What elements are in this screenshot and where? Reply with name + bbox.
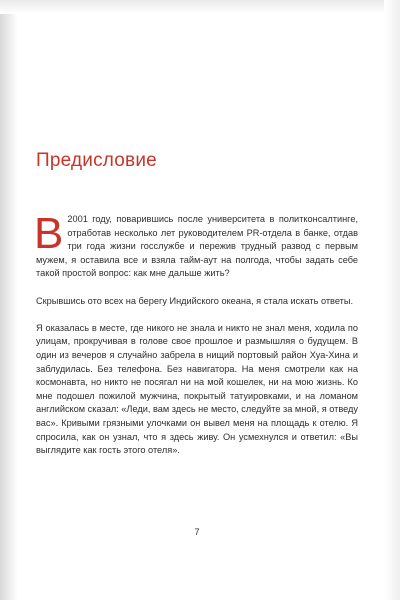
- chapter-body: [34, 209, 358, 471]
- paragraph-1-text: 2001 году, поварившись после университета в политконсалтинге, отработав несколько лет руководителем PR-отдела в банке, отдав три года жизни госслужбе и пережив трудный развод с первым мужем, я оставила все и взяла тайм-аут на полгода, чтобы задать себе такой простой вопрос: как мне дальше жить?: [36, 214, 358, 279]
- paragraph-3: Я оказалась в месте, где никого не знала и никто не знал меня, ходила по улицам, прокручивая в голове свое прошлое и размышляя о будущем. В один из вечеров я случайно забрела в нищий портовый район Хуа-Хина и заблудилась. Без телефона. Без навигатора. На меня смотрели как на космонавта, но никто не посягал ни на мой кошелек, ни на мою жизнь. Ко мне подошел пожилой мужчина, покрытый татуировками, и на ломаном английском сказал: «Леди, вам здесь не место, следуйте за мной, я отведу вас». Кривыми грязными улочками он вывел меня на площадь к отелю. Я спросила, как он узнал, что я здесь живу. Он усмехнулся и ответил: «Вы выглядите как гость этого отеля».: [36, 322, 358, 456]
- page-edge-shadow: [384, 0, 400, 600]
- drop-cap: В: [34, 209, 64, 258]
- page-number: 7: [194, 527, 200, 537]
- page-content: [36, 0, 358, 600]
- chapter-title: Предисловие: [36, 150, 157, 171]
- page-binding-shadow: [0, 0, 18, 600]
- paragraph-2: Скрывшись ото всех на берегу Индийского океана, я стала искать ответы.: [36, 295, 354, 306]
- paragraph-1: [34, 209, 358, 281]
